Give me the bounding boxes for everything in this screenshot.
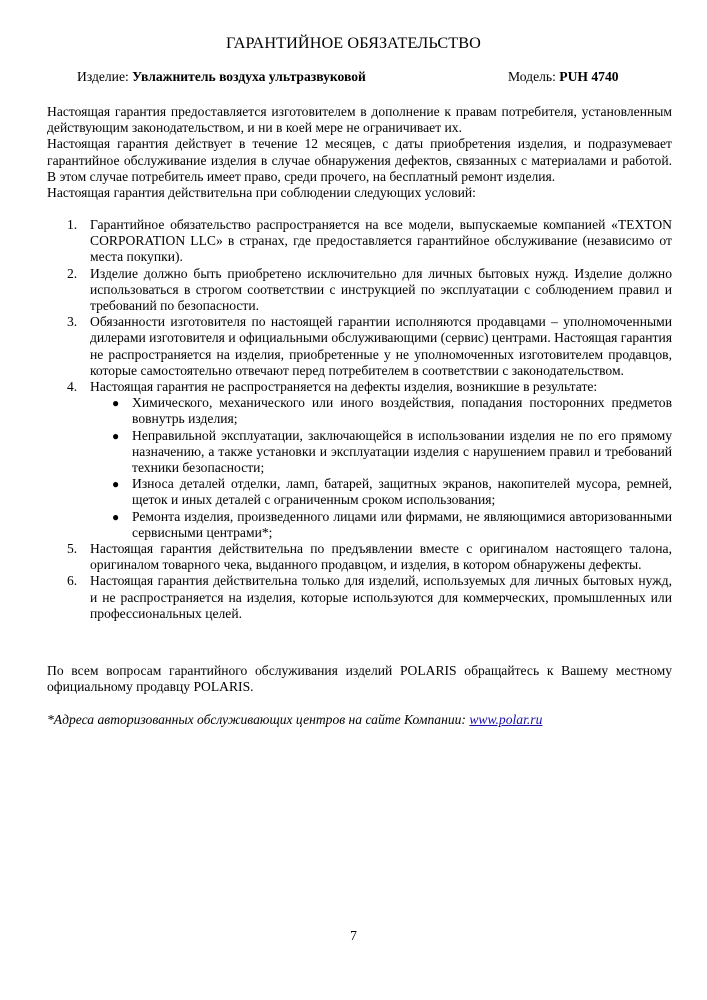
condition-item	[47, 379, 672, 541]
condition-item	[47, 217, 672, 266]
contact-paragraph: По всем вопросам гарантийного обслуживания изделий POLARIS обращайтесь к Вашему местному официальному продавцу POLARIS.	[47, 663, 672, 695]
intro-paragraph: Настоящая гарантия предоставляется изготовителем в дополнение к правам потребителя, установленным действующим законодательством, и ни в коей мере не ограничивает их.	[47, 104, 672, 136]
product-line	[77, 69, 657, 87]
condition-item	[47, 541, 672, 573]
intro-paragraph: Настоящая гарантия действительна при соблюдении следующих условий:	[47, 185, 476, 201]
intro-paragraph: Настоящая гарантия действует в течение 12 месяцев, с даты приобретения изделия, и подразумевает гарантийное обслуживание изделия в случае обнаружения дефектов, связанных с материалами и работой. В этом случае потребитель имеет право, среди прочего, на бесплатный ремонт изделия.	[47, 136, 672, 184]
condition-text: Настоящая гарантия действительна только для изделий, используемых для личных бытовых нужд, и не распространяется на изделия, которые используются для коммерческих, промышленных или профессиональных целей.	[90, 573, 672, 621]
bullet-icon: ●	[112, 477, 120, 492]
footnote-text: *Адреса авторизованных обслуживающих центров на сайте Компании:	[47, 712, 470, 727]
page-title: ГАРАНТИЙНОЕ ОБЯЗАТЕЛЬСТВО	[226, 34, 481, 52]
condition-item	[47, 573, 672, 622]
condition-item	[47, 314, 672, 379]
model-info	[508, 69, 619, 85]
conditions-list	[47, 217, 672, 622]
model-value: PUH 4740	[559, 69, 619, 84]
condition-number: 4.	[67, 379, 78, 395]
page-number: 7	[350, 928, 357, 943]
condition-text: Настоящая гарантия не распространяется на дефекты изделия, возникшие в результате:	[90, 379, 598, 395]
intro-text	[47, 104, 672, 201]
bullet-text: Химического, механического или иного воздействия, попадания посторонних предметов вовнутрь изделия;	[132, 395, 672, 427]
bullet-icon: ●	[112, 396, 120, 411]
bullet-text: Ремонта изделия, произведенного лицами или фирмами, не являющимися авторизованными сервисными центрами*;	[132, 508, 672, 540]
condition-text: Изделие должно быть приобретено исключительно для личных бытовых нужд. Изделие должно использоваться в строгом соответствии с инструкцией по эксплуатации с соблюдением правил и требований по безопасности.	[90, 265, 672, 314]
bullet-icon: ●	[112, 509, 120, 524]
exclusion-bullets	[90, 395, 672, 541]
product-value: Увлажнитель воздуха ультразвуковой	[132, 69, 366, 84]
condition-text: Гарантийное обязательство распространяется на все модели, выпускаемые компанией «TEXTON CORPORATION LLC» в странах, где предоставляется гарантийное обслуживание (независимо от места покупки).	[90, 217, 672, 265]
bullet-text: Износа деталей отделки, ламп, батарей, защитных экранов, накопителей мусора, ремней, щеток и иных деталей с ограниченным сроком использования;	[132, 476, 672, 508]
bullet-item	[90, 509, 672, 541]
condition-text: Настоящая гарантия действительна по предъявлении вместе с оригиналом настоящего талона, оригиналом товарного чека, выданного продавцом, и изделия, в котором обнаружены дефекты.	[90, 541, 672, 573]
product-info	[77, 69, 366, 85]
footnote	[47, 712, 672, 728]
condition-number: 3.	[67, 314, 78, 330]
condition-text: Обязанности изготовителя по настоящей гарантии исполняются продавцами – уполномоченными дилерами изготовителя и официальными обслуживающими (сервис) центрами. Настоящая гарантия не распространяется на изделия, приобретенные у не уполномоченных изготовителем продавцов, которые самостоятельно отвечают перед потребителем в соответствии с законодательством.	[90, 314, 672, 378]
bullet-item	[90, 476, 672, 508]
condition-number: 6.	[67, 573, 78, 589]
bullet-item	[90, 395, 672, 427]
condition-number: 5.	[67, 541, 78, 557]
bullet-text: Неправильной эксплуатации, заключающейся в использовании изделия не по его прямому назначению, а также установки и эксплуатации изделия с нарушением правил и требований техники безопасности;	[132, 427, 672, 476]
product-label: Изделие:	[77, 69, 129, 84]
condition-number: 1.	[67, 217, 78, 232]
condition-number: 2.	[67, 265, 78, 281]
bullet-item	[90, 428, 672, 477]
model-label: Модель:	[508, 69, 556, 84]
bullet-icon: ●	[112, 428, 120, 443]
website-link[interactable]: www.polar.ru	[469, 712, 543, 727]
condition-item	[47, 266, 672, 315]
